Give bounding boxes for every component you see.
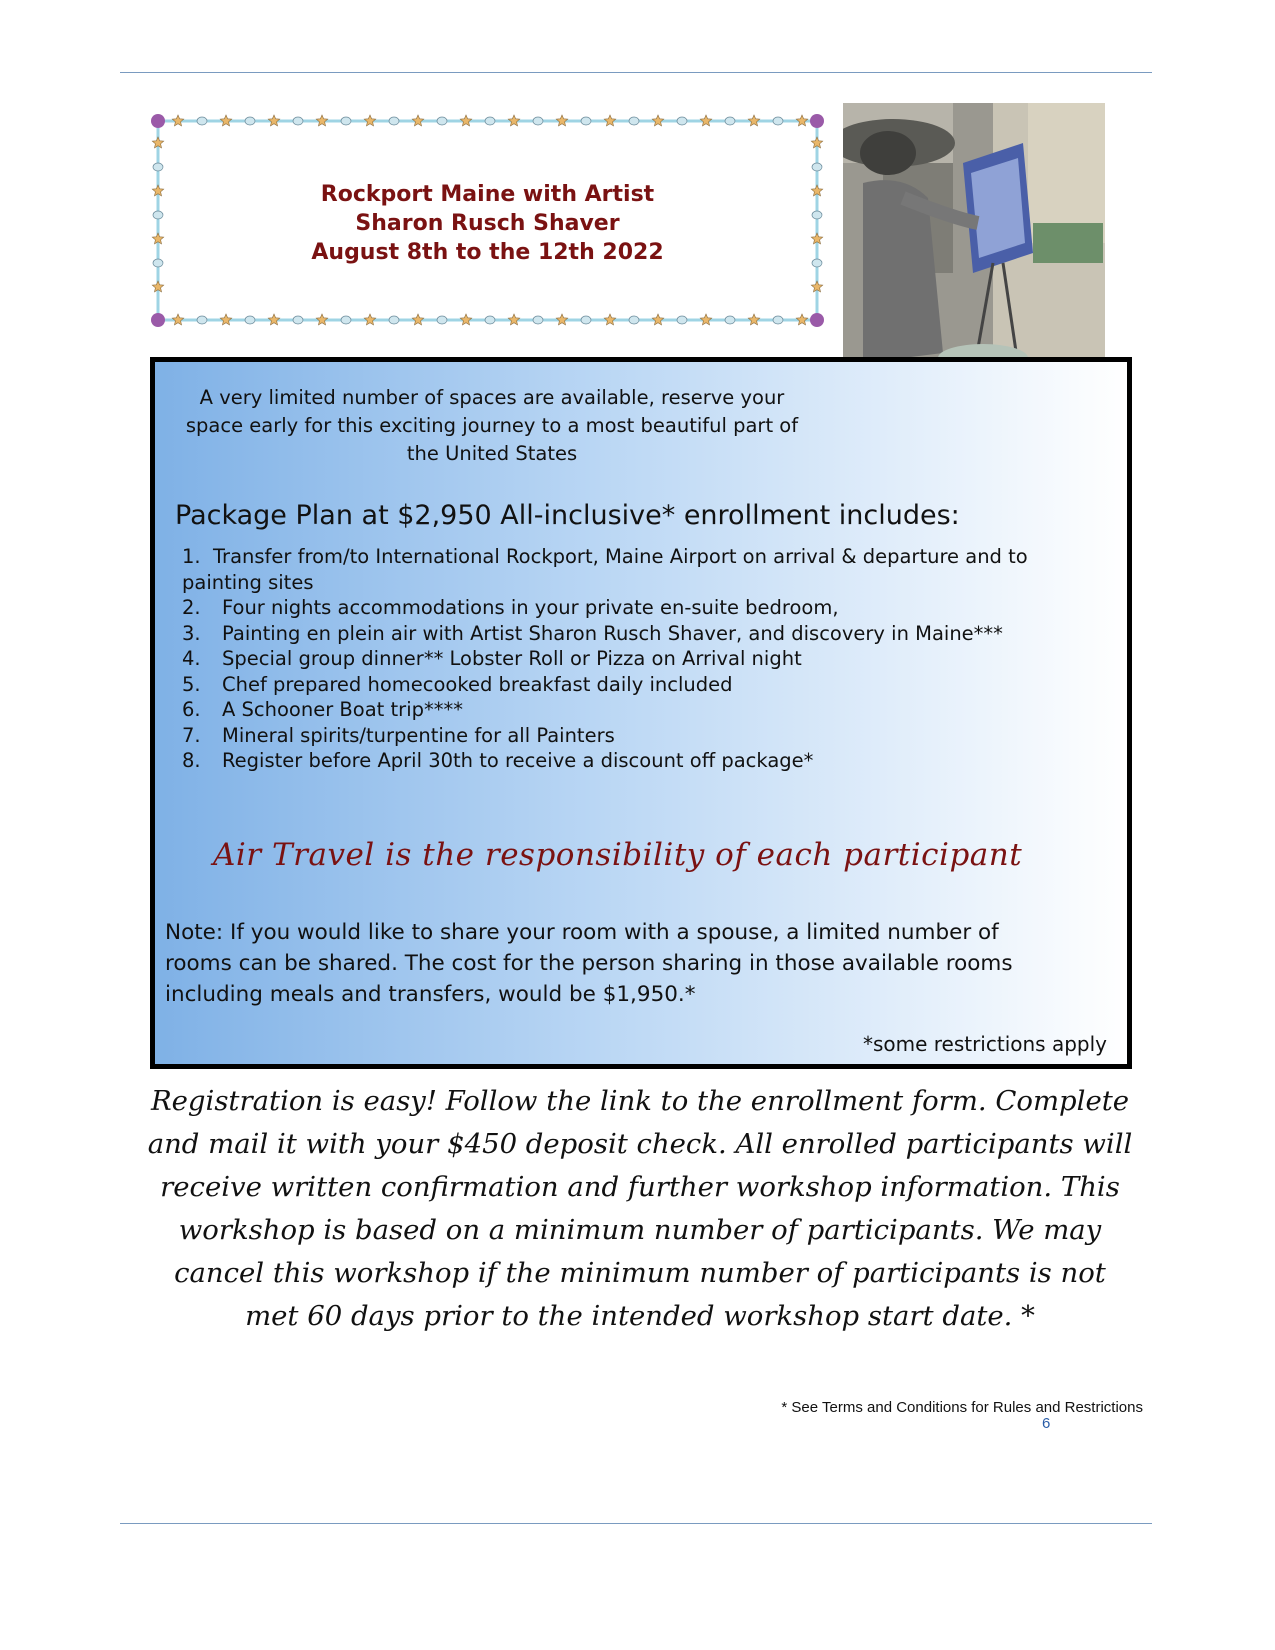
title-line-1: Rockport Maine with Artist: [320, 182, 655, 207]
border-shell: [389, 117, 399, 125]
terms-footnote: * See Terms and Conditions for Rules and Restrictions: [781, 1399, 1143, 1416]
border-star: [796, 314, 807, 325]
border-star: [316, 115, 327, 126]
border-star: [604, 115, 615, 126]
title-line-3: August 8th to the 12th 2022: [311, 240, 664, 265]
title-line-2: Sharon Rusch Shaver: [355, 211, 620, 236]
border-shell: [293, 117, 303, 125]
package-heading: Package Plan at $2,950 All-inclusive* enrollment includes:: [175, 500, 960, 531]
border-shell: [677, 117, 687, 125]
package-info-box: [150, 357, 1132, 1069]
list-item: 7. Mineral spirits/turpentine for all Painters: [182, 723, 615, 747]
border-shell: [389, 316, 399, 324]
border-star: [316, 314, 327, 325]
border-star: [508, 314, 519, 325]
border-shell: [293, 316, 303, 324]
border-star: [460, 115, 471, 126]
registration-line: met 60 days prior to the intended workshop start date. *: [245, 1300, 1035, 1332]
border-star: [796, 115, 807, 126]
border-corner: [151, 313, 165, 327]
header-rule: [120, 72, 1152, 73]
intro-text: A very limited number of spaces are available, reserve your space early for this exciting journey to a most beautiful part of the United States: [185, 386, 799, 465]
border-shell: [773, 316, 783, 324]
air-travel-notice: Air Travel is the responsibility of each participant: [213, 837, 1023, 873]
border-shell: [341, 117, 351, 125]
border-shell: [153, 211, 163, 219]
package-items-list: [182, 544, 1082, 774]
registration-paragraph: [125, 1080, 1155, 1338]
border-corner: [810, 313, 824, 327]
border-shell: [629, 316, 639, 324]
list-item: 2. Four nights accommodations in your private en-suite bedroom,: [182, 596, 839, 619]
footer-rule: [120, 1523, 1152, 1524]
event-title: [180, 180, 795, 267]
border-shell: [197, 117, 207, 125]
title-frame: [150, 113, 825, 328]
border-shell: [197, 316, 207, 324]
registration-line: Registration is easy! Follow the link to the enrollment form. Complete: [150, 1085, 1130, 1117]
border-star: [748, 115, 759, 126]
list-item: 4. Special group dinner** Lobster Roll or Pizza on Arrival night: [182, 647, 802, 670]
border-star: [220, 314, 231, 325]
border-shell: [581, 117, 591, 125]
border-star: [268, 115, 279, 126]
list-item: 1. Transfer from/to International Rockport, Maine Airport on arrival & departure and to painting sites: [182, 545, 1028, 594]
border-star: [700, 314, 711, 325]
border-shell: [773, 117, 783, 125]
registration-line: receive written confirmation and further workshop information. This: [160, 1171, 1120, 1203]
list-item: 8. Register before April 30th to receive a discount off package*: [182, 749, 814, 772]
border-shell: [725, 316, 735, 324]
border-star: [748, 314, 759, 325]
border-star: [412, 314, 423, 325]
border-star: [172, 115, 183, 126]
border-star: [364, 314, 375, 325]
border-shell: [533, 117, 543, 125]
border-shell: [533, 316, 543, 324]
border-shell: [153, 259, 163, 267]
border-shell: [437, 316, 447, 324]
list-item: 3. Painting en plein air with Artist Sharon Rusch Shaver, and discovery in Maine***: [182, 621, 1003, 645]
page-number: 6: [1042, 1415, 1051, 1432]
border-star: [412, 115, 423, 126]
border-shell: [485, 316, 495, 324]
border-star: [220, 115, 231, 126]
border-shell: [812, 211, 822, 219]
border-shell: [245, 316, 255, 324]
border-shell: [437, 117, 447, 125]
registration-line: and mail it with your $450 deposit check. All enrolled participants will: [147, 1128, 1133, 1160]
border-shell: [812, 259, 822, 267]
border-star: [652, 314, 663, 325]
border-shell: [812, 163, 822, 171]
border-star: [460, 314, 471, 325]
border-shell: [629, 117, 639, 125]
border-star: [604, 314, 615, 325]
border-shell: [245, 117, 255, 125]
border-shell: [581, 316, 591, 324]
border-star: [172, 314, 183, 325]
restrictions-note: *some restrictions apply: [862, 1032, 1107, 1056]
border-shell: [725, 117, 735, 125]
registration-line: workshop is based on a minimum number of participants. We may: [178, 1214, 1102, 1246]
border-corner: [151, 114, 165, 128]
list-item: 5. Chef prepared homecooked breakfast daily included: [182, 672, 733, 696]
border-star: [652, 115, 663, 126]
registration-line: cancel this workshop if the minimum number of participants is not: [174, 1257, 1106, 1289]
border-star: [508, 115, 519, 126]
border-shell: [485, 117, 495, 125]
border-star: [700, 115, 711, 126]
border-star: [268, 314, 279, 325]
border-star: [364, 115, 375, 126]
room-sharing-note: Note: If you would like to share your room with a spouse, a limited number of rooms can be shared. The cost for the person sharing in those available rooms including meals and transfers, would be $1,950.*: [165, 920, 1013, 1007]
border-shell: [341, 316, 351, 324]
border-shell: [153, 163, 163, 171]
border-star: [556, 115, 567, 126]
border-star: [556, 314, 567, 325]
border-shell: [677, 316, 687, 324]
border-corner: [810, 114, 824, 128]
list-item: 6. A Schooner Boat trip****: [182, 698, 463, 721]
